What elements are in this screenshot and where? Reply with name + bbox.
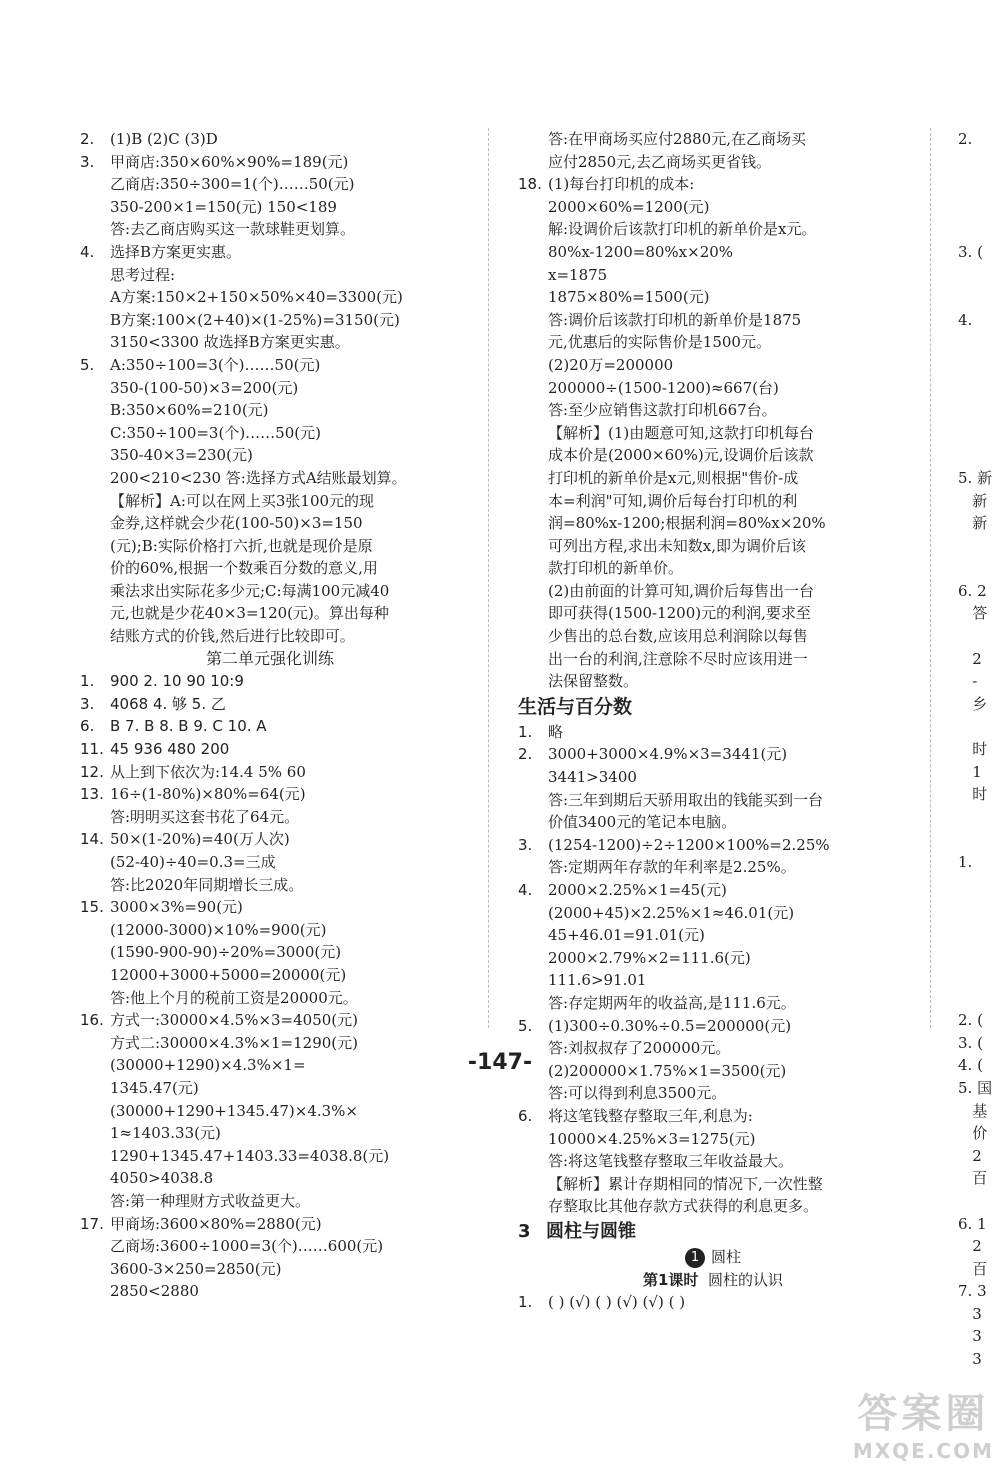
answer-text: B 7. B 8. B 9. C 10. A bbox=[110, 717, 267, 736]
answer-text: (12000-3000)×10%=900(元) bbox=[110, 920, 327, 939]
answer-text: 答:将这笔钱整存整取三年收益最大。 bbox=[548, 1152, 794, 1171]
answer-line bbox=[80, 399, 460, 422]
answer-text: 乙商店:350÷300=1(个)……50(元) bbox=[110, 175, 355, 194]
answer-text: 200000÷(1500-1200)≈667(台) bbox=[548, 378, 779, 397]
cropped-answer-line bbox=[958, 196, 1000, 219]
watermark bbox=[853, 1382, 994, 1463]
answer-line bbox=[80, 1258, 460, 1281]
answer-text: 元,优惠后的实际售价是1500元。 bbox=[548, 333, 771, 352]
question-number: 1. bbox=[80, 672, 95, 691]
answer-line bbox=[80, 1122, 460, 1145]
answer-line bbox=[518, 399, 908, 422]
answer-line bbox=[80, 309, 460, 332]
answer-line bbox=[518, 377, 908, 400]
answer-line bbox=[518, 128, 908, 151]
answer-line bbox=[518, 1150, 908, 1173]
sub-lesson-title: 圆柱的认识 bbox=[707, 1270, 783, 1289]
answer-line bbox=[518, 1105, 908, 1128]
question-number: 4. bbox=[518, 881, 533, 899]
answer-line bbox=[518, 924, 908, 947]
answer-line bbox=[518, 264, 908, 287]
answer-line bbox=[80, 331, 460, 354]
answer-text: (30000+1290)×4.3%×1= bbox=[110, 1056, 306, 1075]
answer-line bbox=[518, 602, 908, 625]
answer-line bbox=[80, 1280, 460, 1303]
cropped-answer-line: 6. 1 bbox=[958, 1214, 987, 1233]
answer-text: B:350×60%=210(元) bbox=[110, 401, 269, 420]
answer-line bbox=[518, 151, 908, 174]
cropped-answer-line bbox=[958, 557, 1000, 580]
answer-text: 3000×3%=90(元) bbox=[110, 898, 243, 917]
answer-line bbox=[518, 535, 908, 558]
answer-line bbox=[518, 766, 908, 789]
cropped-answer-line: 时 bbox=[958, 740, 988, 759]
answer-line bbox=[518, 789, 908, 812]
answer-text: 成本价是(2000×60%)元,设调价后该款 bbox=[548, 446, 814, 465]
answer-line bbox=[518, 196, 908, 219]
answer-line bbox=[80, 941, 460, 964]
answer-text: 3441>3400 bbox=[548, 768, 637, 787]
question-number: 11. bbox=[80, 740, 104, 759]
answer-text: 出一台的利润,注意除不尽时应该用进一 bbox=[548, 649, 808, 668]
answer-text: (2)200000×1.75%×1=3500(元) bbox=[548, 1061, 787, 1080]
answer-text: 答:比2020年同期增长三成。 bbox=[110, 875, 304, 894]
answer-text: 80%x-1200=80%x×20% bbox=[548, 242, 734, 261]
answer-line bbox=[80, 1167, 460, 1190]
question-number: 3. bbox=[80, 694, 95, 713]
question-number: 6. bbox=[518, 1106, 533, 1125]
answer-text: 答:存定期两年的收益高,是111.6元。 bbox=[548, 993, 796, 1012]
answer-text: 3000+3000×4.9%×3=3441(元) bbox=[548, 745, 788, 764]
question-number: 18. bbox=[518, 175, 542, 194]
answer-line bbox=[518, 580, 908, 603]
answer-line bbox=[518, 218, 908, 241]
chapter-number: 3 bbox=[518, 1220, 531, 1242]
answer-line bbox=[518, 625, 908, 648]
answer-text: 4050>4038.8 bbox=[110, 1169, 214, 1188]
answer-text: 答:至少应销售这款打印机667台。 bbox=[548, 401, 777, 420]
cropped-answer-line: 4. bbox=[958, 310, 973, 329]
answer-text: (2)由前面的计算可知,调价后每售出一台 bbox=[548, 581, 815, 600]
answer-text: 200<210<230 答:选择方式A结账最划算。 bbox=[110, 468, 407, 487]
answer-text: 2000×60%=1200(元) bbox=[548, 197, 710, 216]
answer-text: 存整取比其他存款方式获得的利息更多。 bbox=[548, 1197, 819, 1216]
answer-text: 解:设调价后该款打印机的新单价是x元。 bbox=[548, 220, 817, 239]
answer-text: (1)B (2)C (3)D bbox=[110, 130, 218, 148]
question-number: 3. bbox=[80, 152, 95, 171]
page-number: -147- bbox=[467, 1050, 533, 1075]
question-number: 12. bbox=[80, 762, 104, 781]
answer-text: 【解析】累计存期相同的情况下,一次性整 bbox=[548, 1174, 823, 1193]
chapter-heading bbox=[518, 1218, 908, 1246]
cropped-answer-line: 3 bbox=[958, 1304, 982, 1323]
answer-line bbox=[518, 1173, 908, 1196]
answer-line bbox=[80, 874, 460, 897]
answer-line bbox=[518, 969, 908, 992]
answer-text: 3150<3300 故选择B方案更实惠。 bbox=[110, 333, 350, 352]
answer-line bbox=[80, 377, 460, 400]
answer-text: 润=80%x-1200;根据利润=80%x×20% bbox=[548, 514, 826, 533]
answer-text: 结账方式的价钱,然后进行比较即可。 bbox=[110, 627, 355, 646]
answer-line bbox=[80, 919, 460, 942]
answer-line bbox=[518, 1128, 908, 1151]
answer-text: 900 2. 10 90 10:9 bbox=[110, 672, 244, 691]
cropped-answer-line bbox=[958, 354, 1000, 377]
column-divider bbox=[930, 128, 931, 1028]
answer-text: (2000+45)×2.25%×1≈46.01(元) bbox=[548, 903, 795, 922]
answer-line bbox=[80, 1235, 460, 1258]
cropped-answer-line bbox=[958, 919, 1000, 942]
question-number: 3. bbox=[518, 835, 533, 854]
answer-text: 乘法求出实际花多少元;C:每满100元减40 bbox=[110, 581, 390, 600]
question-number: 4. bbox=[80, 242, 95, 261]
lesson-number-badge: 1 bbox=[685, 1248, 705, 1268]
answer-text: 1875×80%=1500(元) bbox=[548, 288, 710, 307]
cropped-answer-line: 5. 国 bbox=[958, 1078, 993, 1097]
cropped-answer-line bbox=[958, 941, 1000, 964]
cropped-answer-line bbox=[958, 1190, 1000, 1213]
answer-text: 打印机的新单价是x元,则根据"售价-成 bbox=[548, 468, 799, 487]
answer-text: 2850<2880 bbox=[110, 1282, 199, 1301]
cropped-answer-line bbox=[958, 964, 1000, 987]
answer-line bbox=[80, 1077, 460, 1100]
question-number: 2. bbox=[80, 130, 95, 148]
answer-line bbox=[80, 715, 460, 738]
answer-line bbox=[80, 1145, 460, 1168]
answer-line bbox=[518, 670, 908, 693]
cropped-answer-line: 价 bbox=[958, 1124, 988, 1143]
answer-text: 即可获得(1500-1200)元的利润,要求至 bbox=[548, 604, 811, 623]
answer-text: (1)每台打印机的成本: bbox=[548, 175, 695, 194]
answer-line bbox=[518, 422, 908, 445]
answer-line bbox=[80, 490, 460, 513]
cropped-answer-line bbox=[958, 218, 1000, 241]
cropped-answer-line: 3 bbox=[958, 1327, 982, 1346]
answer-text: 本=利润"可知,调价后每台打印机的利 bbox=[548, 491, 798, 510]
answer-line bbox=[80, 987, 460, 1010]
answer-text: ( ) (√) ( ) (√) (√) ( ) bbox=[548, 1293, 686, 1312]
answer-line bbox=[518, 879, 908, 902]
answer-text: 款打印机的新单价。 bbox=[548, 559, 684, 578]
chapter-title: 圆柱与圆锥 bbox=[546, 1220, 636, 1242]
answer-line bbox=[80, 761, 460, 784]
answer-line bbox=[80, 196, 460, 219]
question-number: 14. bbox=[80, 830, 104, 849]
answer-line bbox=[80, 241, 460, 264]
answer-text: 答:调价后该款打印机的新单价是1875 bbox=[548, 310, 802, 329]
cropped-answer-line: 3. ( bbox=[958, 242, 983, 261]
cropped-answer-line bbox=[958, 987, 1000, 1010]
answer-line bbox=[80, 602, 460, 625]
cropped-answer-line bbox=[958, 331, 1000, 354]
answer-text: 金券,这样就会少花(100-50)×3=150 bbox=[110, 514, 363, 533]
answer-text: 元,也就是少花40×3=120(元)。算出每种 bbox=[110, 604, 389, 623]
answer-text: (1)300÷0.30%÷0.5=200000(元) bbox=[548, 1016, 792, 1035]
answer-text: C:350÷100=3(个)……50(元) bbox=[110, 423, 321, 442]
cropped-answer-line: 2. bbox=[958, 130, 973, 148]
answer-line bbox=[518, 648, 908, 671]
answer-line bbox=[518, 856, 908, 879]
answer-text: 答:可以得到利息3500元。 bbox=[548, 1084, 727, 1103]
cropped-answer-line: 6. 2 bbox=[958, 581, 987, 600]
section-heading: 第二单元强化训练 bbox=[205, 648, 334, 668]
answer-text: 价的60%,根据一个数乘百分数的意义,用 bbox=[110, 559, 378, 578]
answer-line bbox=[518, 241, 908, 264]
question-number: 1. bbox=[518, 722, 533, 741]
answer-text: 【解析】A:可以在网上买3张100元的现 bbox=[110, 491, 375, 510]
answer-text: 乙商场:3600÷1000=3(个)……600(元) bbox=[110, 1237, 384, 1256]
cropped-answer-line: 3. ( bbox=[958, 1033, 983, 1052]
question-number: 1. bbox=[518, 1293, 533, 1312]
answer-text: 甲商场:3600×80%=2880(元) bbox=[110, 1214, 322, 1233]
cropped-answer-line: 基 bbox=[958, 1101, 988, 1120]
cropped-answer-line: 乡 bbox=[958, 694, 988, 713]
answer-column-middle bbox=[518, 128, 908, 1314]
answer-column-left bbox=[80, 128, 460, 1303]
cropped-answer-line bbox=[958, 286, 1000, 309]
cropped-answer-line: - bbox=[958, 672, 978, 691]
answer-line bbox=[80, 173, 460, 196]
answer-line bbox=[518, 834, 908, 857]
answer-line bbox=[80, 1009, 460, 1032]
answer-line bbox=[80, 1100, 460, 1123]
answer-text: 50×(1-20%)=40(万人次) bbox=[110, 830, 290, 849]
cropped-answer-line: 答 bbox=[958, 604, 988, 623]
cropped-answer-line bbox=[958, 535, 1000, 558]
cropped-answer-line: 时 bbox=[958, 785, 988, 804]
answer-line bbox=[80, 535, 460, 558]
answer-line bbox=[80, 264, 460, 287]
answer-text: 答:在甲商场买应付2880元,在乙商场买 bbox=[548, 130, 806, 148]
answer-text: 答:第一种理财方式收益更大。 bbox=[110, 1191, 311, 1210]
answer-text: 3600-3×250=2850(元) bbox=[110, 1259, 282, 1278]
cropped-answer-line bbox=[958, 173, 1000, 196]
answer-text: (1590-900-90)÷20%=3000(元) bbox=[110, 943, 342, 962]
cropped-answer-line: 百 bbox=[958, 1259, 988, 1278]
cropped-answer-line bbox=[958, 422, 1000, 445]
answer-text: 从上到下依次为:14.4 5% 60 bbox=[110, 762, 306, 781]
answer-line bbox=[80, 738, 460, 761]
answer-text: 少售出的总台数,应该用总利润除以每售 bbox=[548, 627, 808, 646]
cropped-answer-line: 新 bbox=[958, 514, 988, 533]
answer-line bbox=[80, 467, 460, 490]
answer-text: 1290+1345.47+1403.33=4038.8(元) bbox=[110, 1146, 390, 1165]
answer-text: 350-(100-50)×3=200(元) bbox=[110, 378, 299, 397]
answer-text: 应付2850元,去乙商场买更省钱。 bbox=[548, 152, 771, 171]
answer-line bbox=[518, 286, 908, 309]
answer-line bbox=[80, 286, 460, 309]
answer-line bbox=[518, 1195, 908, 1218]
answer-text: 答:三年到期后天骄用取出的钱能买到一台 bbox=[548, 790, 824, 809]
watermark-logo: 答案圈 bbox=[857, 1391, 990, 1437]
answer-line bbox=[518, 557, 908, 580]
answer-line bbox=[80, 1213, 460, 1236]
answer-line bbox=[80, 128, 460, 151]
answer-text: A方案:150×2+150×50%×40=3300(元) bbox=[110, 288, 403, 307]
answer-line bbox=[518, 992, 908, 1015]
answer-text: B方案:100×(2+40)×(1-25%)=3150(元) bbox=[110, 310, 400, 329]
answer-text: 12000+3000+5000=20000(元) bbox=[110, 965, 347, 984]
answer-line bbox=[80, 580, 460, 603]
cropped-answer-line: 2. ( bbox=[958, 1011, 983, 1030]
answer-line bbox=[518, 331, 908, 354]
question-number: 2. bbox=[518, 745, 533, 764]
answer-line bbox=[518, 1082, 908, 1105]
column-divider bbox=[488, 128, 489, 1028]
cropped-answer-line: 3 bbox=[958, 1350, 982, 1369]
cropped-answer-line bbox=[958, 264, 1000, 287]
cropped-answer-line: 5. 新 bbox=[958, 468, 993, 487]
answer-line bbox=[518, 444, 908, 467]
answer-line bbox=[80, 422, 460, 445]
cropped-answer-line: 4. ( bbox=[958, 1056, 983, 1075]
answer-line bbox=[518, 309, 908, 332]
cropped-answer-line: 7. 3 bbox=[958, 1282, 987, 1301]
section-title-life-percent: 生活与百分数 bbox=[518, 695, 633, 718]
answer-text: 【解析】(1)由题意可知,这款打印机每台 bbox=[548, 423, 815, 442]
cropped-answer-line bbox=[958, 625, 1000, 648]
answer-text: 思考过程: bbox=[110, 265, 176, 284]
answer-line bbox=[80, 851, 460, 874]
cropped-answer-line: 1. bbox=[958, 853, 973, 871]
answer-column-right-cropped bbox=[958, 128, 1000, 1371]
question-number: 5. bbox=[518, 1016, 533, 1035]
cropped-answer-line bbox=[958, 399, 1000, 422]
answer-line bbox=[80, 693, 460, 716]
answer-line bbox=[80, 896, 460, 919]
question-number: 17. bbox=[80, 1214, 104, 1233]
answer-text: 10000×4.25%×3=1275(元) bbox=[548, 1129, 756, 1148]
cropped-answer-line: 2 bbox=[958, 1237, 982, 1256]
answer-text: 2000×2.25%×1=45(元) bbox=[548, 881, 727, 899]
answer-text: 350-40×3=230(元) bbox=[110, 446, 253, 465]
answer-line bbox=[518, 902, 908, 925]
answer-line bbox=[80, 354, 460, 377]
answer-line bbox=[518, 173, 908, 196]
cropped-answer-line bbox=[958, 896, 1000, 919]
answer-text: 可列出方程,求出未知数x,即为调价后该 bbox=[548, 536, 806, 555]
answer-line bbox=[518, 1015, 908, 1038]
cropped-answer-line bbox=[958, 874, 1000, 897]
question-number: 13. bbox=[80, 785, 104, 804]
answer-text: 答:明明买这套书花了64元。 bbox=[110, 807, 300, 826]
answer-line bbox=[80, 151, 460, 174]
answer-text: 将这笔钱整存整取三年,利息为: bbox=[548, 1106, 753, 1125]
answer-text: 45 936 480 200 bbox=[110, 740, 230, 759]
answer-line bbox=[80, 625, 460, 648]
answer-text: A:350÷100=3(个)……50(元) bbox=[110, 355, 321, 374]
question-number: 15. bbox=[80, 898, 104, 917]
answer-text: 1≈1403.33(元) bbox=[110, 1124, 221, 1143]
answer-line bbox=[80, 828, 460, 851]
answer-text: 45+46.01=91.01(元) bbox=[548, 926, 705, 945]
answer-line bbox=[80, 783, 460, 806]
answer-line bbox=[80, 670, 460, 693]
answer-text: 答:他上个月的税前工资是20000元。 bbox=[110, 988, 358, 1007]
answer-text: 1345.47(元) bbox=[110, 1078, 199, 1097]
answer-line bbox=[518, 947, 908, 970]
cropped-answer-line bbox=[958, 828, 1000, 851]
answer-text: 方式一:30000×4.5%×3=4050(元) bbox=[110, 1011, 359, 1030]
answer-text: 答:刘叔叔存了200000元。 bbox=[548, 1039, 731, 1058]
answer-text: 350-200×1=150(元) 150<189 bbox=[110, 197, 337, 216]
answer-line bbox=[518, 354, 908, 377]
cropped-answer-line: 2 bbox=[958, 649, 982, 668]
answer-text: (元);B:实际价格打六折,也就是现价是原 bbox=[110, 536, 373, 555]
cropped-answer-line bbox=[958, 715, 1000, 738]
answer-text: 111.6>91.01 bbox=[548, 971, 647, 990]
answer-text: (30000+1290+1345.47)×4.3%× bbox=[110, 1101, 359, 1120]
cropped-answer-line: 2 bbox=[958, 1146, 982, 1165]
answer-line bbox=[80, 444, 460, 467]
lesson-title: 圆柱 bbox=[710, 1247, 741, 1266]
cropped-answer-line bbox=[958, 444, 1000, 467]
cropped-answer-line bbox=[958, 806, 1000, 829]
cropped-answer-line bbox=[958, 151, 1000, 174]
answer-text: (2)20万=200000 bbox=[548, 355, 674, 374]
answer-line bbox=[80, 648, 460, 671]
watermark-url: MXQE.COM bbox=[852, 1439, 994, 1463]
sub-lesson-label: 第1课时 bbox=[643, 1270, 699, 1289]
answer-text: 方式二:30000×4.3%×1=1290(元) bbox=[110, 1033, 359, 1052]
answer-line bbox=[80, 218, 460, 241]
answer-line bbox=[518, 490, 908, 513]
answer-line bbox=[518, 811, 908, 834]
question-number: 16. bbox=[80, 1011, 104, 1030]
answer-text: x=1875 bbox=[548, 265, 608, 284]
cropped-answer-line bbox=[958, 377, 1000, 400]
cropped-answer-line: 百 bbox=[958, 1169, 988, 1188]
answer-line bbox=[80, 1190, 460, 1213]
answer-text: (52-40)÷40=0.3=三成 bbox=[110, 853, 276, 871]
answer-line bbox=[80, 557, 460, 580]
answer-line bbox=[80, 964, 460, 987]
answer-text: 选择B方案更实惠。 bbox=[110, 242, 242, 261]
answer-line bbox=[518, 512, 908, 535]
answer-text: (1254-1200)÷2÷1200×100%=2.25% bbox=[548, 835, 830, 854]
answer-text: 4068 4. 够 5. 乙 bbox=[110, 694, 226, 713]
answer-line bbox=[518, 467, 908, 490]
answer-text: 答:去乙商店购买这一款球鞋更划算。 bbox=[110, 220, 356, 239]
answer-text: 法保留整数。 bbox=[548, 672, 639, 691]
question-number: 5. bbox=[80, 355, 95, 374]
cropped-answer-line: 1 bbox=[958, 762, 982, 781]
answer-text: 略 bbox=[548, 722, 564, 741]
answer-text: 价值3400元的笔记本电脑。 bbox=[548, 813, 737, 832]
lesson-heading bbox=[518, 1246, 908, 1269]
cropped-answer-line: 新 bbox=[958, 491, 988, 510]
answer-text: 2000×2.79%×2=111.6(元) bbox=[548, 948, 751, 967]
answer-line bbox=[80, 512, 460, 535]
answer-text: 16÷(1-80%)×80%=64(元) bbox=[110, 785, 306, 804]
answer-line bbox=[518, 1291, 908, 1314]
answer-line bbox=[80, 806, 460, 829]
sub-lesson-heading bbox=[518, 1269, 908, 1292]
answer-text: 答:定期两年存款的年利率是2.25%。 bbox=[548, 858, 796, 877]
answer-text: 甲商店:350×60%×90%=189(元) bbox=[110, 152, 349, 171]
answer-line bbox=[518, 721, 908, 744]
answer-line bbox=[518, 743, 908, 766]
question-number: 6. bbox=[80, 717, 95, 736]
